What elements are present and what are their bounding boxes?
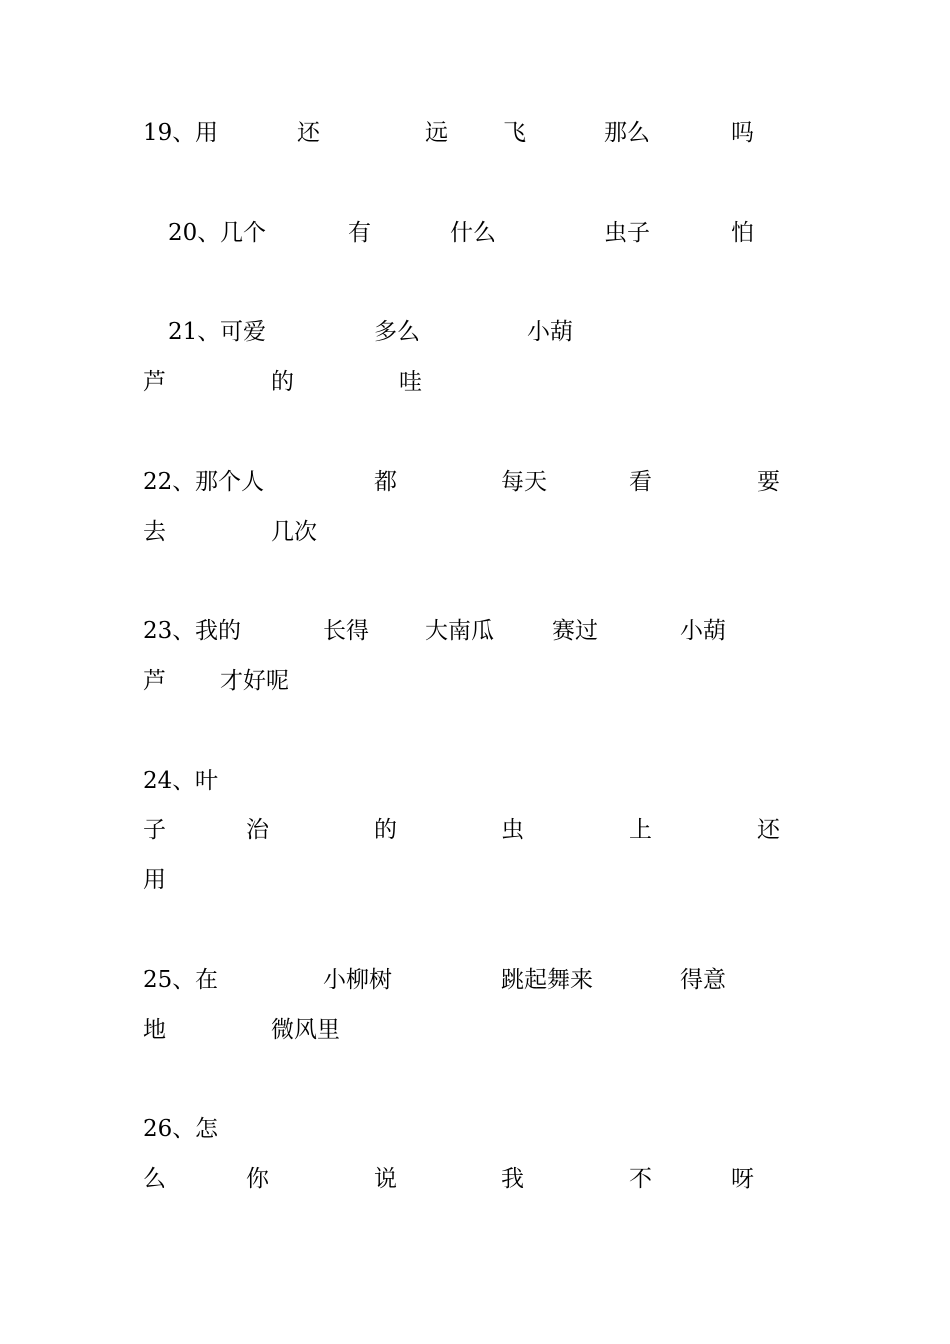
exercise-20-word: 有 — [348, 220, 371, 246]
exercise-24-word: 子 — [143, 817, 166, 843]
exercise-23-number: 23、 — [143, 618, 196, 644]
exercise-23-word: 赛过 — [552, 618, 598, 644]
exercise-21-word: 哇 — [399, 369, 422, 395]
exercise-22-word: 每天 — [501, 469, 547, 495]
exercise-26-word: 怎 — [195, 1116, 218, 1142]
exercise-22-word: 几次 — [271, 519, 317, 545]
exercise-26-word: 说 — [374, 1166, 397, 1192]
exercise-24-word: 还 — [757, 817, 780, 843]
exercise-23-word: 才好呢 — [220, 668, 289, 694]
exercise-23-word: 我的 — [195, 618, 241, 644]
exercise-25-word: 地 — [143, 1017, 166, 1043]
exercise-22-word: 要 — [757, 469, 780, 495]
exercise-21-word: 多么 — [374, 319, 420, 345]
exercise-24-word: 虫 — [501, 817, 524, 843]
exercise-26-word: 呀 — [731, 1166, 754, 1192]
exercise-25-number: 25、 — [143, 967, 196, 993]
exercise-21-word: 可爱 — [220, 319, 266, 345]
exercise-24-word: 用 — [143, 867, 166, 893]
exercise-25-word: 得意 — [680, 967, 726, 993]
exercise-24-number: 24、 — [143, 768, 196, 794]
exercise-19-word: 远 — [425, 120, 448, 146]
exercise-20-number: 20、 — [168, 220, 221, 246]
exercise-23-word: 芦 — [143, 668, 166, 694]
exercise-23-word: 小葫 — [680, 618, 726, 644]
exercise-24-word: 上 — [629, 817, 652, 843]
exercise-24-word: 叶 — [195, 768, 218, 794]
exercise-22-word: 都 — [374, 469, 397, 495]
exercise-21-number: 21、 — [168, 319, 221, 345]
exercise-23-word: 长得 — [323, 618, 369, 644]
exercise-21-word: 小葫 — [527, 319, 573, 345]
exercise-22-number: 22、 — [143, 469, 196, 495]
exercise-22-word: 那个人 — [195, 469, 264, 495]
exercise-24-word: 的 — [374, 817, 397, 843]
exercise-19-word: 用 — [195, 120, 218, 146]
exercise-20-word: 虫子 — [604, 220, 650, 246]
exercise-22-word: 看 — [629, 469, 652, 495]
exercise-26-word: 么 — [143, 1166, 166, 1192]
exercise-20-word: 怕 — [731, 220, 754, 246]
exercise-26-number: 26、 — [143, 1116, 196, 1142]
exercise-25-word: 小柳树 — [323, 967, 392, 993]
exercise-19-word: 飞 — [503, 120, 526, 146]
exercise-21-word: 的 — [271, 369, 294, 395]
exercise-21-word: 芦 — [143, 369, 166, 395]
exercise-20-word: 什么 — [450, 220, 496, 246]
exercise-19-word: 还 — [297, 120, 320, 146]
exercise-26-word: 你 — [246, 1166, 269, 1192]
exercise-22-word: 去 — [143, 519, 166, 545]
exercise-19-number: 19、 — [143, 120, 196, 146]
exercise-26-word: 不 — [629, 1166, 652, 1192]
exercise-19-word: 吗 — [731, 120, 754, 146]
exercise-19-word: 那么 — [604, 120, 650, 146]
exercise-25-word: 跳起舞来 — [501, 967, 593, 993]
exercise-20-word: 几个 — [220, 220, 266, 246]
exercise-24-word: 治 — [246, 817, 269, 843]
exercise-26-word: 我 — [501, 1166, 524, 1192]
exercise-25-word: 在 — [195, 967, 218, 993]
exercise-23-word: 大南瓜 — [425, 618, 494, 644]
exercise-25-word: 微风里 — [271, 1017, 340, 1043]
